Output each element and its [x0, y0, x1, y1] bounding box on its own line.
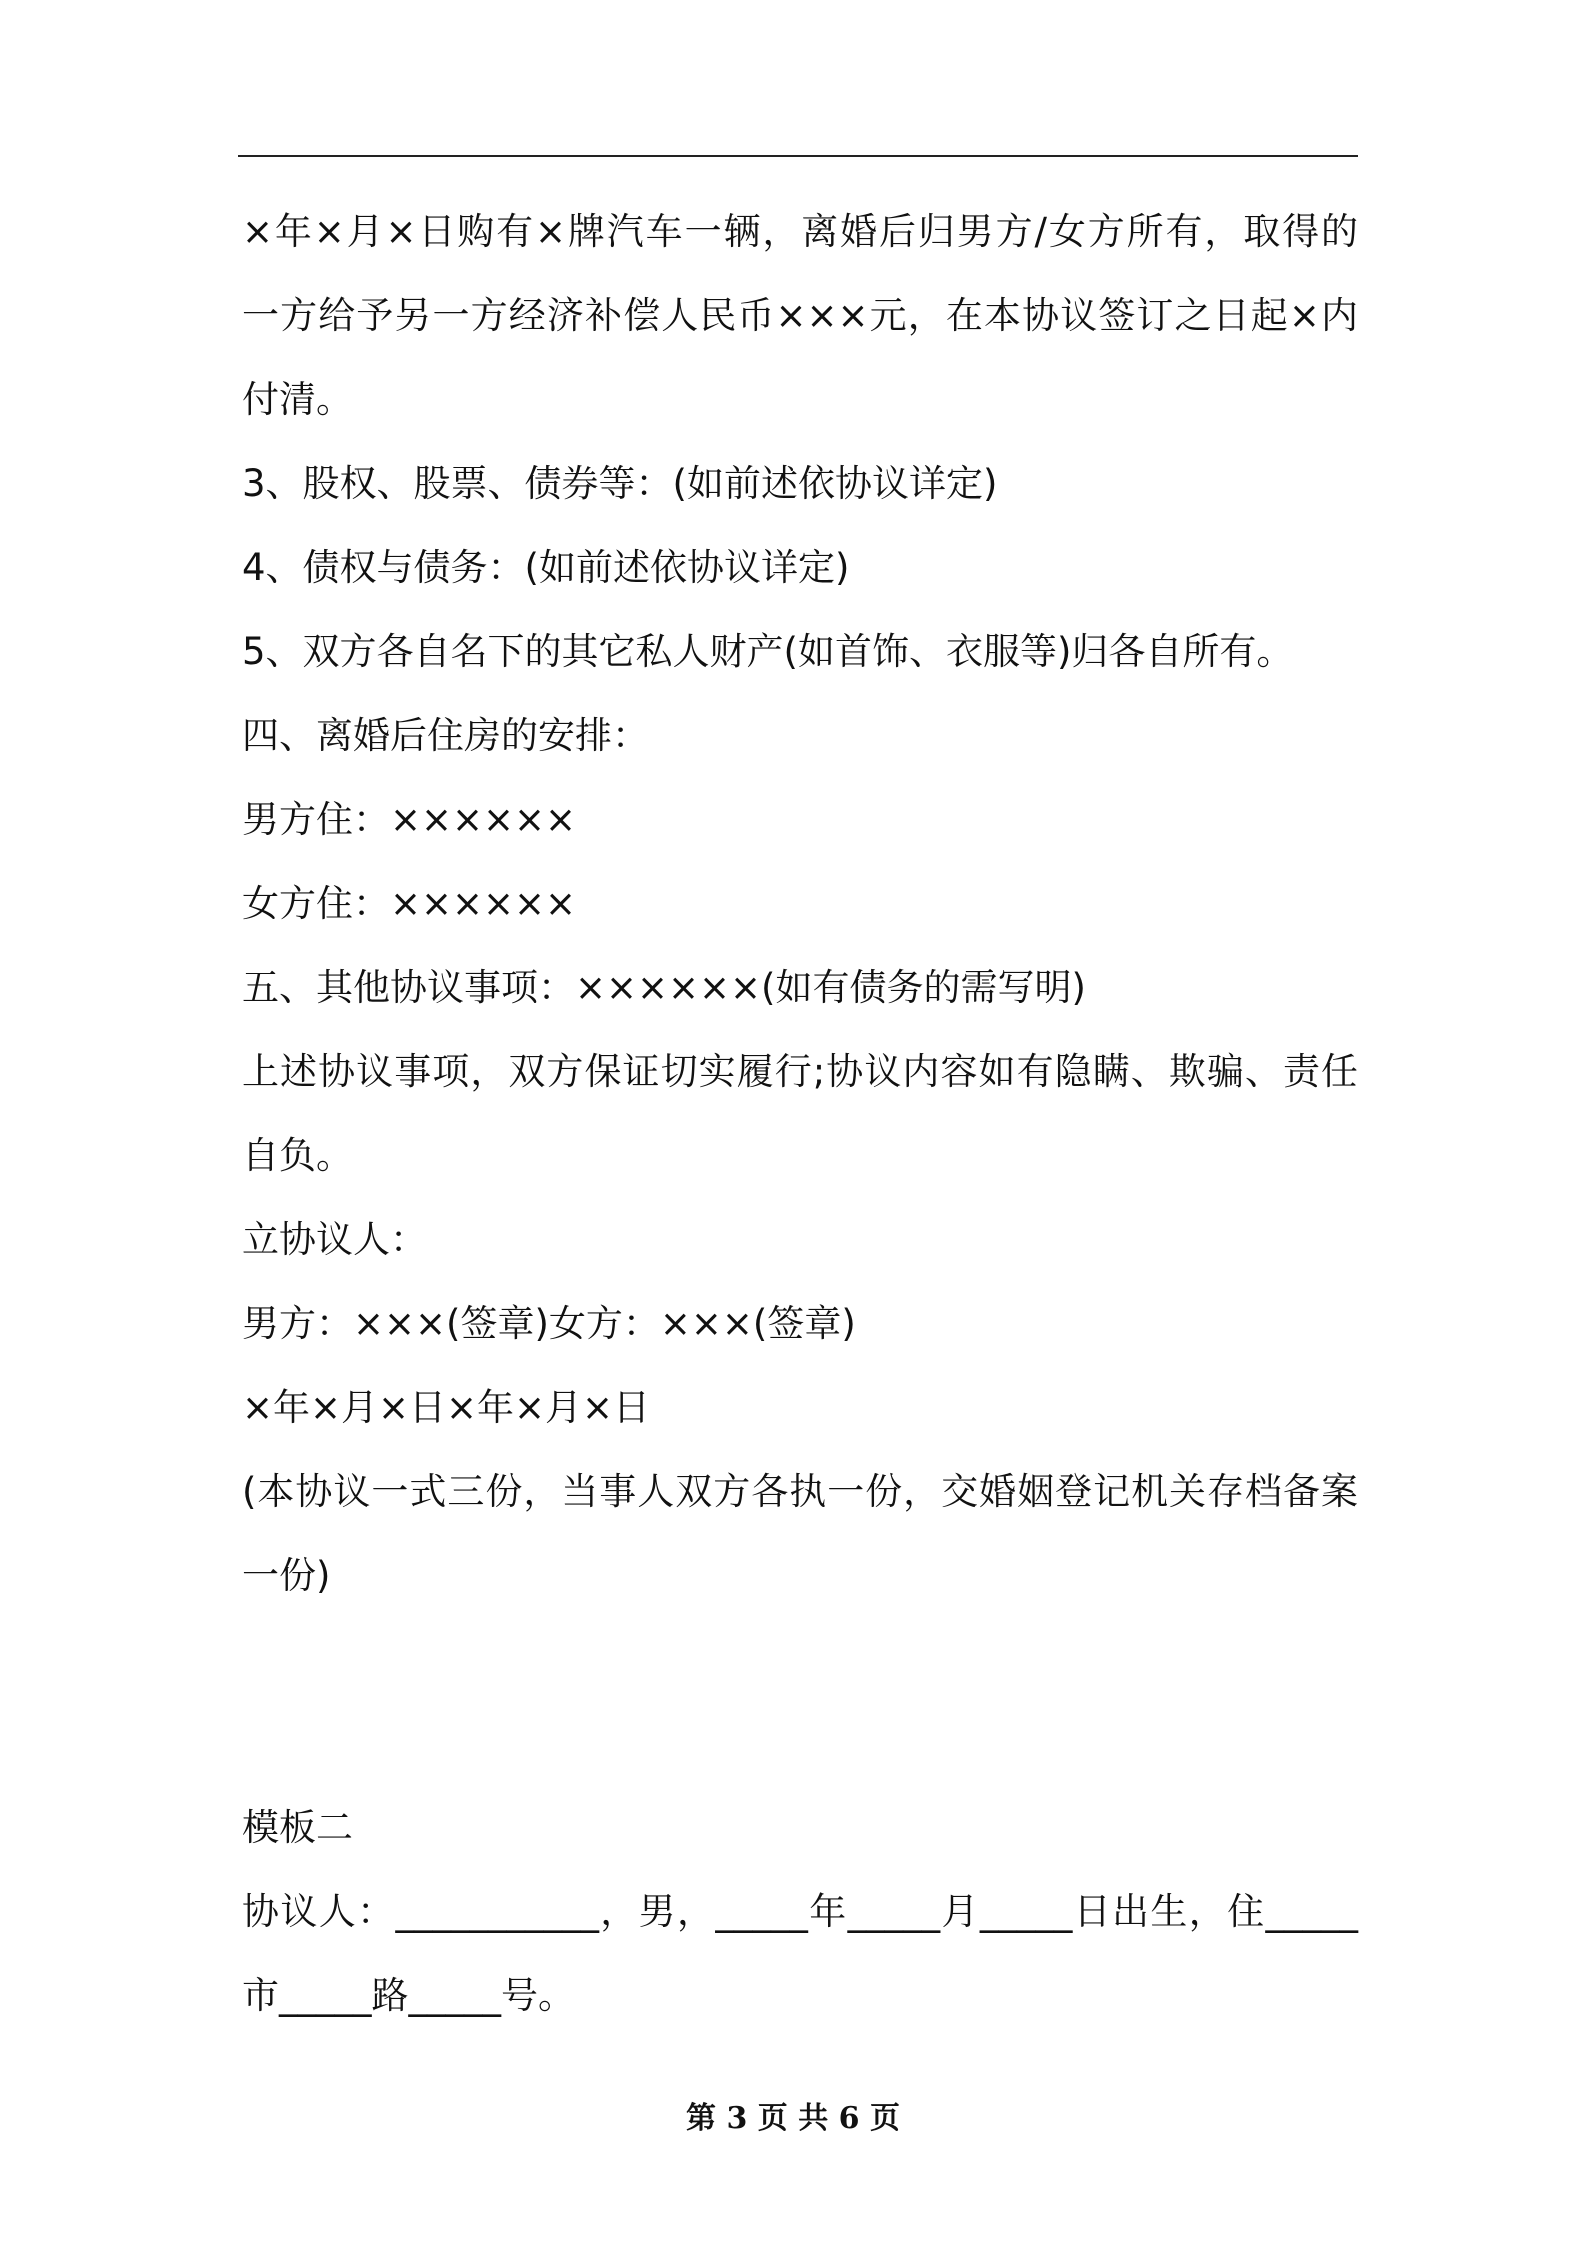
form-line: 协议人：___________，男，_____年_____月_____日出生，住_____ — [242, 1890, 1358, 1933]
paragraph-line: 4、债权与债务：(如前述依协议详定) — [242, 546, 850, 589]
paragraph-line: (本协议一式三份，当事人双方各执一份，交婚姻登记机关存档备案 — [242, 1470, 1358, 1513]
date-line: ×年×月×日×年×月×日 — [242, 1386, 651, 1429]
paragraph-line: 男方住：×××××× — [242, 798, 577, 841]
paragraph-line: 立协议人： — [242, 1218, 427, 1261]
paragraph-line: 自负。 — [242, 1134, 353, 1177]
paragraph-line: ×年×月×日购有×牌汽车一辆，离婚后归男方/女方所有，取得的 — [242, 210, 1358, 253]
paragraph-line: 一份) — [242, 1554, 331, 1597]
section-heading: 四、离婚后住房的安排： — [242, 714, 649, 757]
spacer — [242, 1618, 1358, 1786]
paragraph-line: 付清。 — [242, 378, 353, 421]
form-line: 市_____路_____号。 — [242, 1974, 575, 2017]
paragraph-line: 女方住：×××××× — [242, 882, 577, 925]
paragraph-line: 5、双方各自名下的其它私人财产(如首饰、衣服等)归各自所有。 — [242, 630, 1294, 673]
paragraph-line: 3、股权、股票、债券等：(如前述依协议详定) — [242, 462, 998, 505]
header-rule — [238, 155, 1358, 157]
page-number: 第 3 页 共 6 页 — [686, 2101, 900, 2136]
signature-line: 男方：×××(签章)女方：×××(签章) — [242, 1302, 856, 1345]
template-heading: 模板二 — [242, 1806, 353, 1849]
paragraph-line: 一方给予另一方经济补偿人民币×××元，在本协议签订之日起×内 — [242, 294, 1358, 337]
section-heading: 五、其他协议事项：××××××(如有债务的需写明) — [242, 966, 1086, 1009]
paragraph-line: 上述协议事项，双方保证切实履行;协议内容如有隐瞒、欺骗、责任 — [242, 1050, 1358, 1093]
document-body — [242, 190, 1358, 2038]
